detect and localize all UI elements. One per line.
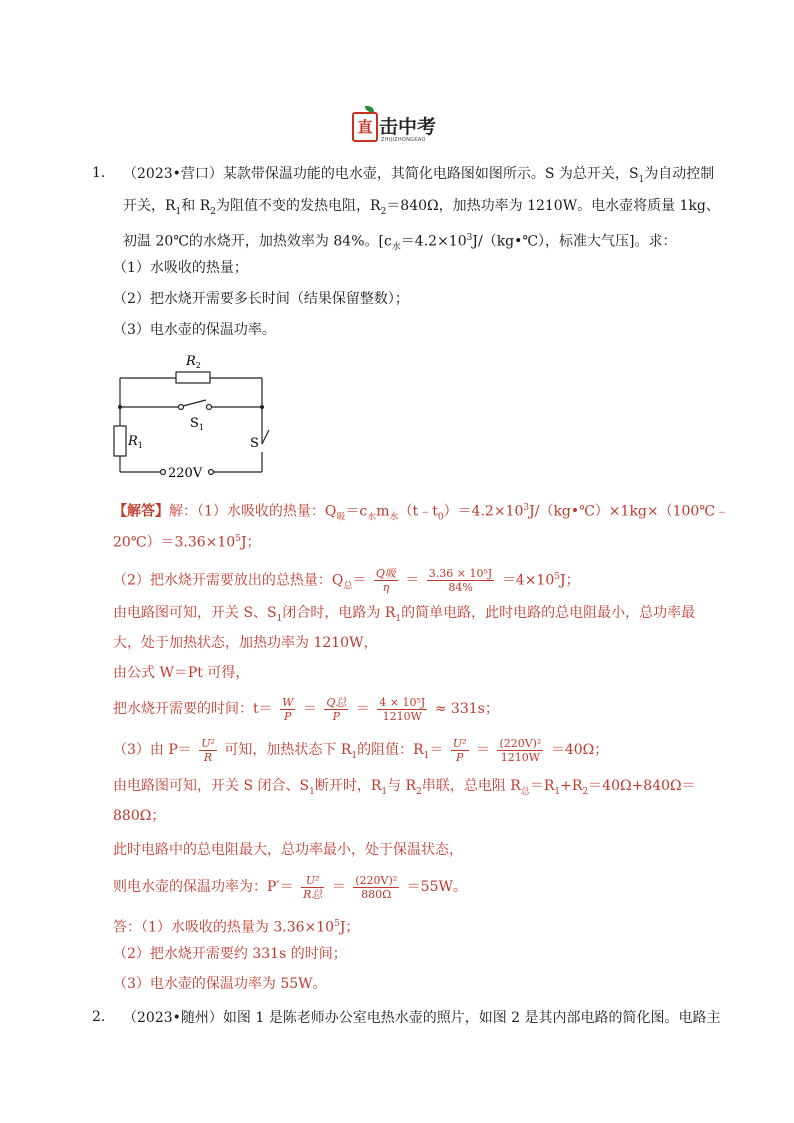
label-s1: $S_1$ xyxy=(190,416,204,432)
fraction-u2-rtotal: $\frac{\text{U²}}{\text{R总}}$ xyxy=(303,873,323,901)
switch-s1-contact-right xyxy=(207,405,212,410)
answer-line-2: $20℃)=3.36\times 10^5J$； xyxy=(113,534,261,551)
fraction-q-eta: $\frac{\text{Q吸}}{\eta}$ xyxy=(375,567,396,595)
question-number-2: 2. xyxy=(92,1009,106,1025)
q1-line-2: 开关，$R_1$和 $R_2$为阻值不变的发热电阻，$R_2=840\Omega$，加热功率为 1210W。电水壶将质量 1kg、 xyxy=(123,198,720,217)
label-r1: $R_1$ xyxy=(128,434,143,450)
q2-line-1: （2023•随州）如图 1 是陈老师办公室电热水壶的照片，如图 2 是其内部电路的简化图。电路主 xyxy=(123,1010,721,1026)
logo-subtitle: ZHIJIZHONGKAO xyxy=(381,137,426,143)
answer-line-12: 则电水壶的保温功率为：P′＝ $\frac{\text{U²}}{\text{R总}}$ ＝ $\frac{\text{(220V)²}}{880\Omega}$ ＝55W。 xyxy=(113,873,467,901)
switch-s-blade xyxy=(262,430,269,444)
logo xyxy=(352,106,442,146)
terminal-left xyxy=(161,470,166,475)
answer-summary-1: 答：（1）水吸收的热量为 $3.36\times 10^5J$； xyxy=(113,919,360,936)
q1-subquestion-2: （2）把水烧开需要多长时间（结果保留整数）； xyxy=(113,291,409,307)
fraction-total-heat: $\frac{\text{3.36 × 10⁵J}}{84\%}$ xyxy=(428,567,493,595)
logo-mark: 直 xyxy=(352,112,378,142)
question-number-1: 1. xyxy=(92,165,106,181)
fraction-r1-value: $\frac{\text{(220V)²}}{1210W}$ xyxy=(499,736,542,764)
answer-tag: 【解答】 xyxy=(113,503,169,520)
q1-line-3: 初温 20℃的水烧开，加热效率为 84%。[$c_水=4.2\times 10^3J/(kg•℃)$，标准大气压]。求： xyxy=(123,233,677,253)
resistor-r2 xyxy=(176,372,210,383)
answer-summary-2: （2）把水烧开需要约 331s 的时间； xyxy=(113,946,347,962)
fraction-w-p: $\frac{W}{P}$ xyxy=(282,695,294,723)
answer-line-10: 880Ω； xyxy=(113,808,166,824)
answer-line-1: 【解答】解：（1）水吸收的热量：$Q_吸=c_水m_水(t﹣t_0)=4.2\times 10^3J/(kg•℃)\times 1kg\times(100℃﹣$ xyxy=(113,503,729,523)
q1-subquestion-1: （1）水吸收的热量； xyxy=(113,260,248,276)
answer-line-3: （2）把水烧开需要放出的总热量：$Q_总=$ $\frac{\text{Q吸}}{\eta}$ ＝ $\frac{\text{3.36 × 10⁵J}}{84\%}$ $=4\times 10^5J$； xyxy=(113,567,580,595)
label-voltage: 220V xyxy=(168,466,203,481)
answer-summary-3: （3）电水壶的保温功率为 55W。 xyxy=(113,976,327,992)
answer-line-8: （3）由 P＝ $\frac{\text{U²}}{R}$ 可知，加热状态下 $R_1$的阻值：$R_1=$ $\frac{\text{U²}}{P}$ ＝ $\frac{\text{(220V)²}}{1210W}$ ＝40Ω； xyxy=(113,736,609,764)
q1-line-1: （2023•营口）某款带保温功能的电水壶，其简化电路图如图所示。S 为总开关，$S_1$为自动控制 xyxy=(123,166,715,185)
switch-s1-contact-left xyxy=(179,405,184,410)
fraction-time: $\frac{\text{4 × 10⁵J}}{1210W}$ xyxy=(379,695,426,723)
label-r2: $R_2$ xyxy=(186,354,201,370)
answer-line-4: 由电路图可知，开关 S、$S_1$闭合时，电路为 $R_1$的简单电路，此时电路的总电阻最小，总功率最 xyxy=(113,605,696,624)
answer-line-11: 此时电路中的总电阻最大，总功率最小，处于保温状态， xyxy=(113,842,463,858)
answer-line-9: 由电路图可知，开关 S 闭合、$S_1$断开时，$R_1$与 $R_2$串联，总电阻 $R_总=R_1+R_2=40\Omega+840\Omega=$ xyxy=(113,778,696,797)
fraction-q-p: $\frac{\text{Q总}}{P}$ xyxy=(326,695,347,723)
resistor-r1 xyxy=(114,426,126,456)
fraction-u2-r: $\frac{\text{U²}}{R}$ xyxy=(201,736,215,764)
circuit-diagram xyxy=(108,348,278,482)
junction-left xyxy=(118,405,122,409)
answer-line-5: 大，处于加热状态，加热功率为 1210W， xyxy=(113,635,378,651)
terminal-right xyxy=(209,470,214,475)
q1-subquestion-3: （3）电水壶的保温功率。 xyxy=(113,322,276,338)
fraction-keep-warm: $\frac{\text{(220V)²}}{880\Omega}$ xyxy=(355,873,398,901)
switch-s1-blade xyxy=(183,400,206,406)
answer-line-6: 由公式 W＝Pt 可得， xyxy=(113,665,250,681)
logo-name: 击中考 xyxy=(379,116,437,138)
label-s: S xyxy=(250,436,259,451)
fraction-u2-p: $\frac{\text{U²}}{P}$ xyxy=(452,736,467,764)
junction-right xyxy=(260,405,264,409)
answer-line-7: 把水烧开需要的时间：t＝ $\frac{W}{P}$ ＝ $\frac{\text{Q总}}{P}$ ＝ $\frac{\text{4 × 10⁵J}}{1210W}$ ≈ 331s； xyxy=(113,695,499,723)
